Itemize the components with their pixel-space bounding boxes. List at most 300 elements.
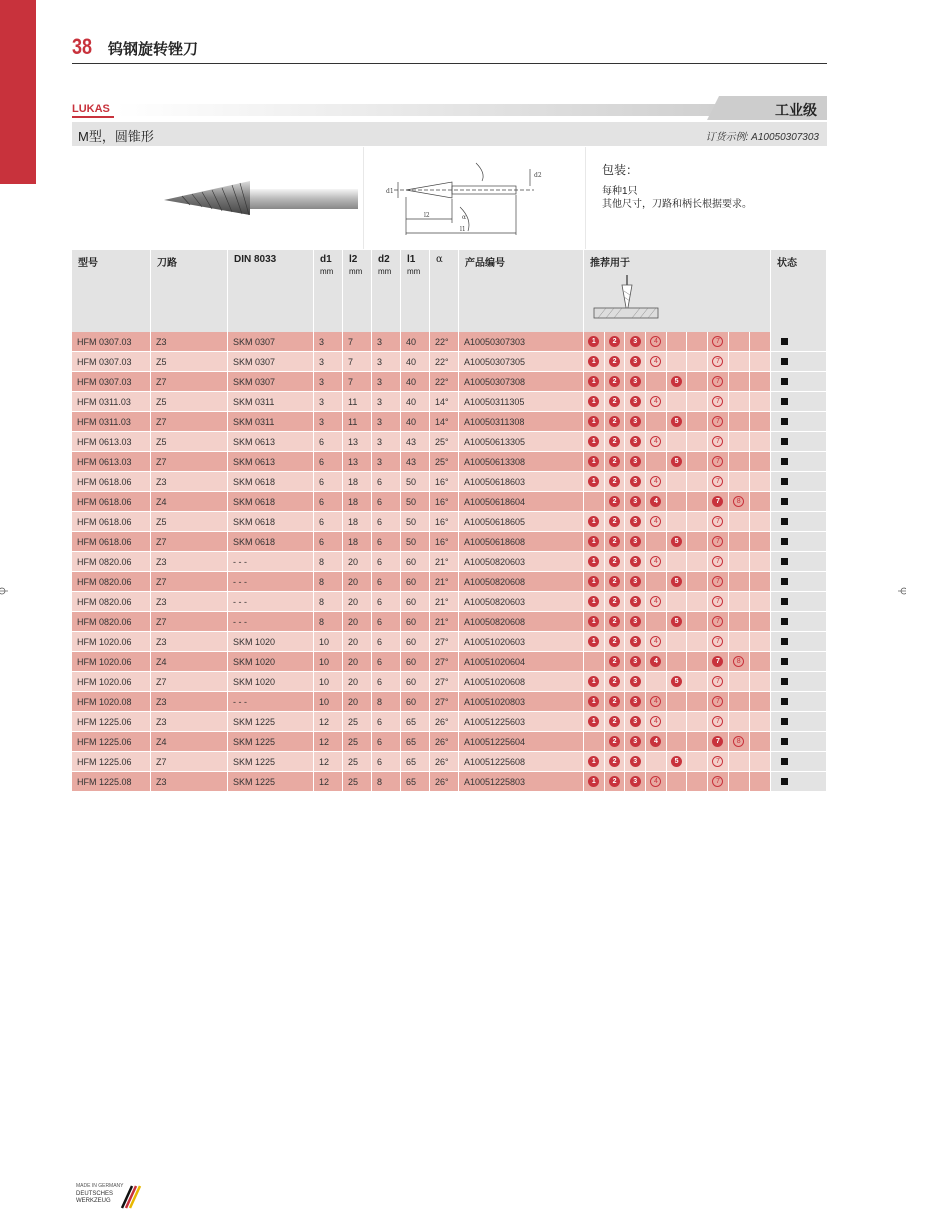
table-row bbox=[72, 672, 827, 692]
rec-filled-7: 7 bbox=[712, 496, 723, 507]
cell-d1: 6 bbox=[314, 472, 343, 492]
cell-d1: 12 bbox=[314, 772, 343, 792]
rec-outline-4: 4 bbox=[650, 476, 661, 487]
cell-model: HFM 0820.06 bbox=[72, 592, 151, 612]
cell-model: HFM 1020.06 bbox=[72, 672, 151, 692]
cell-status bbox=[771, 592, 827, 612]
rec-filled-2: 2 bbox=[609, 556, 620, 567]
table-row bbox=[72, 332, 827, 352]
cell-l1: 65 bbox=[401, 772, 430, 792]
rec-filled-3: 3 bbox=[630, 696, 641, 707]
rec-filled-3: 3 bbox=[630, 356, 641, 367]
page-title: 钨钢旋转锉刀 bbox=[108, 41, 199, 58]
cell-d1: 10 bbox=[314, 652, 343, 672]
cell-alpha: 26° bbox=[430, 772, 459, 792]
rec-filled-2: 2 bbox=[609, 396, 620, 407]
cell-d1: 10 bbox=[314, 632, 343, 652]
cell-model: HFM 1020.06 bbox=[72, 632, 151, 652]
table-row bbox=[72, 632, 827, 652]
cell-l1: 60 bbox=[401, 692, 430, 712]
cell-d1: 8 bbox=[314, 572, 343, 592]
cell-article: A10050820608 bbox=[459, 612, 584, 632]
cell-din: SKM 0307 bbox=[228, 352, 314, 372]
svg-text:l1: l1 bbox=[460, 226, 466, 233]
rec-filled-2: 2 bbox=[609, 776, 620, 787]
rec-filled-1: 1 bbox=[588, 636, 599, 647]
rec-filled-3: 3 bbox=[630, 616, 641, 627]
table-row bbox=[72, 472, 827, 492]
rec-filled-2: 2 bbox=[609, 636, 620, 647]
cell-cut: Z5 bbox=[151, 432, 228, 452]
cell-d2: 6 bbox=[372, 532, 401, 552]
packaging-line: 每种1只 bbox=[602, 186, 638, 197]
status-square bbox=[781, 558, 788, 565]
cell-d2: 6 bbox=[372, 732, 401, 752]
cell-din: SKM 0307 bbox=[228, 372, 314, 392]
cell-l1: 60 bbox=[401, 632, 430, 652]
cell-l1: 50 bbox=[401, 492, 430, 512]
table-row bbox=[72, 732, 827, 752]
cell-recommended bbox=[584, 372, 771, 392]
cell-l2: 20 bbox=[343, 692, 372, 712]
cell-d1: 8 bbox=[314, 592, 343, 612]
cell-d2: 3 bbox=[372, 432, 401, 452]
registration-mark bbox=[896, 586, 906, 596]
rec-filled-3: 3 bbox=[630, 676, 641, 687]
cell-model: HFM 1020.06 bbox=[72, 652, 151, 672]
rec-filled-1: 1 bbox=[588, 596, 599, 607]
rec-outline-7: 7 bbox=[712, 556, 723, 567]
col-l2: l2 mm bbox=[343, 250, 372, 332]
cell-d2: 8 bbox=[372, 692, 401, 712]
cell-l2: 20 bbox=[343, 572, 372, 592]
rec-filled-1: 1 bbox=[588, 476, 599, 487]
status-square bbox=[781, 738, 788, 745]
cell-status bbox=[771, 512, 827, 532]
rec-filled-3: 3 bbox=[630, 716, 641, 727]
rec-outline-7: 7 bbox=[712, 516, 723, 527]
rec-filled-2: 2 bbox=[609, 756, 620, 767]
rec-filled-2: 2 bbox=[609, 596, 620, 607]
cell-d2: 6 bbox=[372, 612, 401, 632]
cell-article: A10050307303 bbox=[459, 332, 584, 352]
cell-l1: 65 bbox=[401, 752, 430, 772]
cell-status bbox=[771, 392, 827, 412]
cell-cut: Z7 bbox=[151, 372, 228, 392]
cell-l1: 65 bbox=[401, 732, 430, 752]
cell-article: A10050311305 bbox=[459, 392, 584, 412]
cell-d1: 3 bbox=[314, 392, 343, 412]
cell-alpha: 21° bbox=[430, 612, 459, 632]
cell-l2: 25 bbox=[343, 732, 372, 752]
technical-drawing bbox=[364, 147, 585, 249]
cell-cut: Z5 bbox=[151, 512, 228, 532]
cell-l1: 40 bbox=[401, 352, 430, 372]
type-header bbox=[72, 122, 827, 146]
cell-d1: 3 bbox=[314, 372, 343, 392]
rec-outline-4: 4 bbox=[650, 696, 661, 707]
cell-article: A10051020608 bbox=[459, 672, 584, 692]
cell-alpha: 27° bbox=[430, 672, 459, 692]
table-row bbox=[72, 692, 827, 712]
rec-filled-3: 3 bbox=[630, 596, 641, 607]
svg-text:d2: d2 bbox=[534, 172, 542, 179]
rec-filled-4: 4 bbox=[650, 496, 661, 507]
cell-alpha: 26° bbox=[430, 732, 459, 752]
cell-status bbox=[771, 492, 827, 512]
rec-outline-8: 8 bbox=[733, 496, 744, 507]
status-square bbox=[781, 458, 788, 465]
cell-model: HFM 0820.06 bbox=[72, 612, 151, 632]
cell-cut: Z3 bbox=[151, 552, 228, 572]
status-square bbox=[781, 598, 788, 605]
cell-recommended bbox=[584, 472, 771, 492]
status-square bbox=[781, 578, 788, 585]
rec-outline-4: 4 bbox=[650, 556, 661, 567]
cell-article: A10050820608 bbox=[459, 572, 584, 592]
cell-model: HFM 0820.06 bbox=[72, 572, 151, 592]
rec-filled-5: 5 bbox=[671, 676, 682, 687]
rec-filled-2: 2 bbox=[609, 436, 620, 447]
rec-filled-2: 2 bbox=[609, 376, 620, 387]
cell-cut: Z3 bbox=[151, 332, 228, 352]
cell-article: A10051225608 bbox=[459, 752, 584, 772]
cell-l1: 60 bbox=[401, 612, 430, 632]
cell-cut: Z4 bbox=[151, 492, 228, 512]
rec-filled-3: 3 bbox=[630, 456, 641, 467]
product-table bbox=[72, 250, 827, 792]
rec-outline-7: 7 bbox=[712, 416, 723, 427]
rec-filled-3: 3 bbox=[630, 536, 641, 547]
rec-outline-4: 4 bbox=[650, 396, 661, 407]
rec-filled-2: 2 bbox=[609, 456, 620, 467]
cell-d2: 6 bbox=[372, 512, 401, 532]
packaging-info bbox=[586, 147, 827, 249]
cell-recommended bbox=[584, 692, 771, 712]
cell-recommended bbox=[584, 512, 771, 532]
table-row bbox=[72, 512, 827, 532]
rec-filled-3: 3 bbox=[630, 556, 641, 567]
cell-d1: 8 bbox=[314, 552, 343, 572]
cell-recommended bbox=[584, 752, 771, 772]
status-square bbox=[781, 478, 788, 485]
cell-status bbox=[771, 672, 827, 692]
rec-filled-1: 1 bbox=[588, 436, 599, 447]
cell-article: A10050613308 bbox=[459, 452, 584, 472]
col-article: 产品编号 bbox=[459, 250, 584, 332]
cell-article: A10050307305 bbox=[459, 352, 584, 372]
cell-l1: 40 bbox=[401, 372, 430, 392]
rec-filled-3: 3 bbox=[630, 336, 641, 347]
rec-filled-1: 1 bbox=[588, 376, 599, 387]
rec-outline-7: 7 bbox=[712, 396, 723, 407]
status-square bbox=[781, 358, 788, 365]
table-row bbox=[72, 712, 827, 732]
cell-status bbox=[771, 732, 827, 752]
cell-recommended bbox=[584, 492, 771, 512]
rec-outline-4: 4 bbox=[650, 516, 661, 527]
cell-article: A10051020603 bbox=[459, 632, 584, 652]
rec-outline-7: 7 bbox=[712, 716, 723, 727]
rec-filled-1: 1 bbox=[588, 676, 599, 687]
rec-outline-7: 7 bbox=[712, 436, 723, 447]
rec-filled-3: 3 bbox=[630, 436, 641, 447]
col-d2: d2 mm bbox=[372, 250, 401, 332]
cell-status bbox=[771, 712, 827, 732]
cell-d2: 6 bbox=[372, 632, 401, 652]
table-row bbox=[72, 452, 827, 472]
cell-d2: 6 bbox=[372, 652, 401, 672]
cell-cut: Z3 bbox=[151, 632, 228, 652]
cell-cut: Z7 bbox=[151, 752, 228, 772]
rec-filled-1: 1 bbox=[588, 716, 599, 727]
cell-l2: 20 bbox=[343, 672, 372, 692]
cell-article: A10051225803 bbox=[459, 772, 584, 792]
svg-text:α: α bbox=[462, 214, 467, 221]
cell-din: SKM 0618 bbox=[228, 472, 314, 492]
cell-din: SKM 0618 bbox=[228, 512, 314, 532]
cell-din: SKM 1225 bbox=[228, 752, 314, 772]
cell-cut: Z7 bbox=[151, 612, 228, 632]
status-square bbox=[781, 518, 788, 525]
rec-filled-3: 3 bbox=[630, 516, 641, 527]
header-divider bbox=[72, 63, 827, 64]
cell-cut: Z5 bbox=[151, 352, 228, 372]
cell-cut: Z3 bbox=[151, 712, 228, 732]
rec-outline-7: 7 bbox=[712, 536, 723, 547]
quality-seal: MADE IN GERMANY DEUTSCHES WERKZEUG bbox=[74, 1180, 144, 1210]
cell-alpha: 21° bbox=[430, 572, 459, 592]
cell-l1: 60 bbox=[401, 552, 430, 572]
cell-status bbox=[771, 692, 827, 712]
rec-filled-2: 2 bbox=[609, 696, 620, 707]
cell-status bbox=[771, 552, 827, 572]
cell-l1: 43 bbox=[401, 452, 430, 472]
cell-model: HFM 1225.06 bbox=[72, 752, 151, 772]
rec-filled-2: 2 bbox=[609, 536, 620, 547]
cell-model: HFM 0311.03 bbox=[72, 412, 151, 432]
rec-filled-3: 3 bbox=[630, 636, 641, 647]
rec-filled-1: 1 bbox=[588, 416, 599, 427]
cell-din: - - - bbox=[228, 592, 314, 612]
rec-filled-1: 1 bbox=[588, 536, 599, 547]
cell-status bbox=[771, 432, 827, 452]
col-d1: d1 mm bbox=[314, 250, 343, 332]
cell-recommended bbox=[584, 632, 771, 652]
cell-d2: 6 bbox=[372, 752, 401, 772]
cell-d1: 8 bbox=[314, 612, 343, 632]
product-photo bbox=[72, 147, 363, 249]
cell-recommended bbox=[584, 572, 771, 592]
cell-l1: 40 bbox=[401, 392, 430, 412]
cell-l2: 25 bbox=[343, 712, 372, 732]
cell-d1: 6 bbox=[314, 432, 343, 452]
cell-recommended bbox=[584, 532, 771, 552]
cell-l1: 60 bbox=[401, 592, 430, 612]
rec-filled-5: 5 bbox=[671, 756, 682, 767]
table-row bbox=[72, 392, 827, 412]
cell-d2: 3 bbox=[372, 352, 401, 372]
cell-recommended bbox=[584, 712, 771, 732]
cell-din: SKM 0618 bbox=[228, 532, 314, 552]
cell-d2: 6 bbox=[372, 572, 401, 592]
table-row bbox=[72, 592, 827, 612]
rec-filled-3: 3 bbox=[630, 656, 641, 667]
grade-label: 工业级 bbox=[775, 102, 817, 118]
cell-status bbox=[771, 612, 827, 632]
table-row bbox=[72, 492, 827, 512]
cell-l1: 60 bbox=[401, 572, 430, 592]
col-model: 型号 bbox=[72, 250, 151, 332]
cell-alpha: 16° bbox=[430, 532, 459, 552]
col-alpha: α bbox=[430, 250, 459, 332]
cell-alpha: 25° bbox=[430, 452, 459, 472]
status-square bbox=[781, 378, 788, 385]
cell-din: - - - bbox=[228, 552, 314, 572]
rec-outline-4: 4 bbox=[650, 436, 661, 447]
cell-d2: 6 bbox=[372, 592, 401, 612]
cell-article: A10051020803 bbox=[459, 692, 584, 712]
cell-model: HFM 0618.06 bbox=[72, 472, 151, 492]
cell-article: A10050820603 bbox=[459, 592, 584, 612]
rec-outline-4: 4 bbox=[650, 716, 661, 727]
cell-alpha: 16° bbox=[430, 472, 459, 492]
status-square bbox=[781, 638, 788, 645]
cell-d1: 3 bbox=[314, 412, 343, 432]
cell-alpha: 26° bbox=[430, 752, 459, 772]
cell-l1: 50 bbox=[401, 512, 430, 532]
cell-cut: Z3 bbox=[151, 772, 228, 792]
cell-cut: Z7 bbox=[151, 572, 228, 592]
rec-filled-1: 1 bbox=[588, 396, 599, 407]
registration-mark bbox=[0, 586, 10, 596]
cell-d2: 3 bbox=[372, 392, 401, 412]
cell-status bbox=[771, 472, 827, 492]
cell-model: HFM 0613.03 bbox=[72, 452, 151, 472]
cell-article: A10050618604 bbox=[459, 492, 584, 512]
rec-filled-3: 3 bbox=[630, 416, 641, 427]
cell-l2: 25 bbox=[343, 772, 372, 792]
cell-d2: 6 bbox=[372, 712, 401, 732]
rec-filled-3: 3 bbox=[630, 736, 641, 747]
cell-l2: 20 bbox=[343, 552, 372, 572]
rec-outline-7: 7 bbox=[712, 676, 723, 687]
cell-din: SKM 1225 bbox=[228, 732, 314, 752]
rec-filled-1: 1 bbox=[588, 756, 599, 767]
rec-filled-1: 1 bbox=[588, 516, 599, 527]
rec-filled-4: 4 bbox=[650, 656, 661, 667]
rec-outline-7: 7 bbox=[712, 376, 723, 387]
rec-filled-2: 2 bbox=[609, 356, 620, 367]
cell-din: SKM 1020 bbox=[228, 632, 314, 652]
table-row bbox=[72, 772, 827, 792]
cell-cut: Z5 bbox=[151, 392, 228, 412]
table-row bbox=[72, 652, 827, 672]
cell-alpha: 22° bbox=[430, 332, 459, 352]
cell-alpha: 21° bbox=[430, 552, 459, 572]
table-row bbox=[72, 412, 827, 432]
cell-alpha: 27° bbox=[430, 652, 459, 672]
cell-d1: 6 bbox=[314, 452, 343, 472]
cell-l2: 7 bbox=[343, 372, 372, 392]
rec-filled-1: 1 bbox=[588, 336, 599, 347]
cell-recommended bbox=[584, 732, 771, 752]
cell-model: HFM 0307.03 bbox=[72, 332, 151, 352]
status-square bbox=[781, 658, 788, 665]
cell-din: SKM 0307 bbox=[228, 332, 314, 352]
cell-model: HFM 0820.06 bbox=[72, 552, 151, 572]
rec-filled-7: 7 bbox=[712, 736, 723, 747]
cell-recommended bbox=[584, 592, 771, 612]
cell-status bbox=[771, 752, 827, 772]
cell-model: HFM 0613.03 bbox=[72, 432, 151, 452]
cell-status bbox=[771, 352, 827, 372]
cell-d2: 3 bbox=[372, 452, 401, 472]
cell-d1: 12 bbox=[314, 752, 343, 772]
rec-filled-5: 5 bbox=[671, 536, 682, 547]
status-square bbox=[781, 678, 788, 685]
cell-alpha: 22° bbox=[430, 372, 459, 392]
cell-l2: 20 bbox=[343, 592, 372, 612]
col-l1: l1 mm bbox=[401, 250, 430, 332]
cell-d1: 12 bbox=[314, 712, 343, 732]
cell-l2: 13 bbox=[343, 432, 372, 452]
cell-recommended bbox=[584, 332, 771, 352]
rec-outline-4: 4 bbox=[650, 356, 661, 367]
cell-model: HFM 1225.06 bbox=[72, 712, 151, 732]
rec-outline-7: 7 bbox=[712, 616, 723, 627]
status-square bbox=[781, 778, 788, 785]
cell-alpha: 27° bbox=[430, 632, 459, 652]
col-recommended: 推荐用于 bbox=[584, 250, 771, 332]
cell-l2: 18 bbox=[343, 532, 372, 552]
rec-filled-2: 2 bbox=[609, 736, 620, 747]
cell-status bbox=[771, 412, 827, 432]
cell-din: SKM 0618 bbox=[228, 492, 314, 512]
status-square bbox=[781, 398, 788, 405]
cell-cut: Z4 bbox=[151, 732, 228, 752]
cell-model: HFM 1225.06 bbox=[72, 732, 151, 752]
rec-filled-2: 2 bbox=[609, 336, 620, 347]
cell-l1: 40 bbox=[401, 412, 430, 432]
cell-article: A10050311308 bbox=[459, 412, 584, 432]
rec-filled-3: 3 bbox=[630, 496, 641, 507]
cell-recommended bbox=[584, 612, 771, 632]
cell-recommended bbox=[584, 352, 771, 372]
page-number: 38 bbox=[72, 34, 93, 59]
status-square bbox=[781, 498, 788, 505]
cell-l2: 18 bbox=[343, 512, 372, 532]
cell-cut: Z4 bbox=[151, 652, 228, 672]
rec-filled-2: 2 bbox=[609, 476, 620, 487]
status-square bbox=[781, 698, 788, 705]
image-row bbox=[72, 147, 827, 249]
cell-din: SKM 1225 bbox=[228, 712, 314, 732]
cell-din: - - - bbox=[228, 612, 314, 632]
cell-article: A10050307308 bbox=[459, 372, 584, 392]
cell-recommended bbox=[584, 452, 771, 472]
cell-din: - - - bbox=[228, 572, 314, 592]
cell-d2: 6 bbox=[372, 552, 401, 572]
cell-l1: 60 bbox=[401, 672, 430, 692]
cell-l2: 20 bbox=[343, 632, 372, 652]
cell-model: HFM 1020.08 bbox=[72, 692, 151, 712]
cell-article: A10050618603 bbox=[459, 472, 584, 492]
cell-alpha: 14° bbox=[430, 392, 459, 412]
cell-model: HFM 0307.03 bbox=[72, 352, 151, 372]
rec-outline-7: 7 bbox=[712, 756, 723, 767]
cell-din: SKM 0613 bbox=[228, 432, 314, 452]
